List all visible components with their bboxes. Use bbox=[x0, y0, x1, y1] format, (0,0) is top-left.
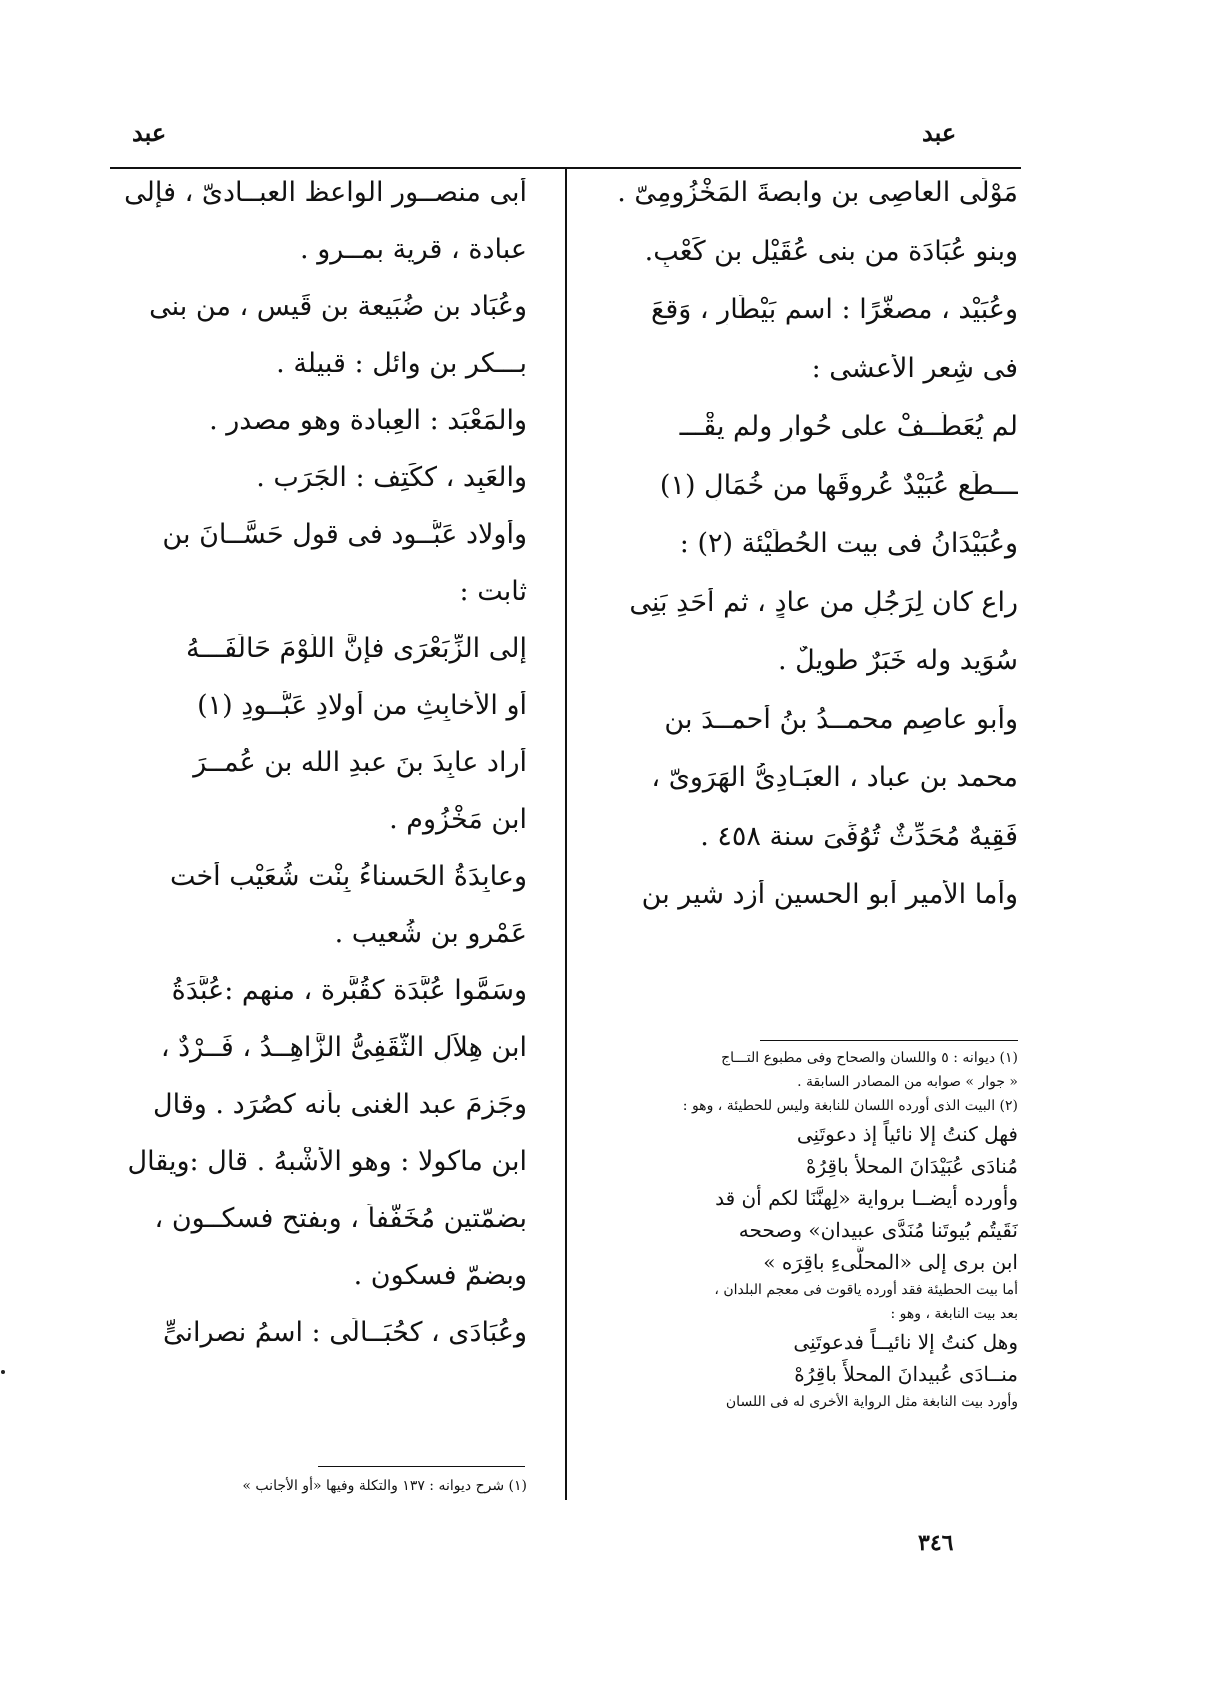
footnotes-left bbox=[140, 1474, 527, 1498]
text-line: وبضمّ فسكون . bbox=[353, 1261, 527, 1291]
footnote-line: وأورده أيضــا برواية «لِهنَّنَا لكم أن قد bbox=[715, 1186, 1018, 1210]
text-line: ابن ماكولا : وهو الأَشْبهُ . قال :ويقال bbox=[127, 1147, 527, 1177]
text-line: بـــكر بن وائل : قبيلة . bbox=[276, 349, 527, 379]
text-line: وعُبَاد بن ضُبَيعة بن قَيس ، من بنى bbox=[149, 292, 527, 322]
text-line: والمَعْبَد : العِبادة وهو مصدر . bbox=[209, 406, 527, 436]
footnote-line: (١) شرح ديوانه : ١٣٧ والتكلة وفيها «أو الأجانب » bbox=[242, 1478, 527, 1494]
footnote-line: أما بيت الحطيئة فقد أورده ياقوت فى معجم البلدان ، bbox=[714, 1282, 1018, 1298]
text-line: محمد بنِ عباد ، العبَـادِىُّ الهَرَوِىّ ، bbox=[651, 763, 1018, 793]
column-divider bbox=[565, 168, 567, 1500]
text-line: راعٍ كان لِرَجُلٍ من عادٍ ، ثم أَحَدِ بَنِى bbox=[629, 587, 1018, 618]
footnote-line: منــادَى عُبيدانَ المحلأَ باقِرُهْ bbox=[794, 1362, 1018, 1386]
text-line: وعُبَيْدَانُ فى بيت الحُطَيْئة (٢) : bbox=[679, 529, 1018, 559]
text-line: أَراد عابِدَ بنَ عبدِ الله بن عُمــرَ bbox=[193, 748, 527, 778]
text-line: ثابت : bbox=[459, 577, 527, 607]
left-column bbox=[115, 178, 527, 1375]
footnotes-right bbox=[600, 1046, 1018, 1414]
running-header-left: عبد bbox=[132, 118, 167, 147]
text-line: والعَبِد ، ككَتِف : الجَرَب . bbox=[256, 463, 527, 493]
text-line: لم يُعَطَّــفْ على حُوارٍ ولم يقْـــ bbox=[679, 412, 1018, 442]
text-line: وأما الأَمير أبو الحسين أزد شير بن bbox=[641, 880, 1018, 910]
text-line: وجَزمَ عبد الغنى بأَنه كصُرَد . وقال bbox=[153, 1090, 527, 1120]
footnote-line: نَقَيتُم بُيوتَنا مُنَدَّى عبيدان» وصححه bbox=[738, 1218, 1018, 1242]
text-line: ـــطَع عُبَيْدٌ عُروقَها من خُمَالِ (١) bbox=[659, 470, 1018, 501]
footnote-line: وأورد بيت النابغة مثل الرواية الأخرى له فى اللسان bbox=[725, 1394, 1018, 1410]
text-line: سُوَيد وله خَبَرٌ طويلٌ . bbox=[777, 646, 1018, 676]
text-line: فَقِيهٌ مُحَدِّثٌ تُوُفِّىَ سنة ٤٥٨ . bbox=[700, 821, 1018, 852]
right-column bbox=[600, 178, 1018, 939]
text-line: وأبو عاصِمٍ محمــدُ بنُ أحمــدَ بنِ bbox=[664, 704, 1018, 735]
text-line: أو الأَخابِثِ من أَولادِ عَبُّــودِ (١) bbox=[197, 691, 527, 721]
text-line: وأولاد عَبُّــود فى قول حَسَّــانَ بنِ bbox=[162, 520, 527, 550]
text-line: مَوْلَى العاصِى بنِ وابصةَ المَخْزُومِىّ . bbox=[617, 178, 1018, 208]
footnote-rule-right bbox=[760, 1040, 1018, 1041]
running-header-right: عبد bbox=[922, 118, 957, 147]
footnote-line: فهل كنتُ إلا نائياً إذ دعوتَنِى bbox=[796, 1122, 1018, 1146]
text-line: عَمْرو بن شُعيب . bbox=[334, 919, 527, 949]
page-number: ٣٤٦ bbox=[918, 1530, 954, 1556]
text-line: فى شِعرِ الأَعشى : bbox=[811, 353, 1018, 384]
footnote-line: (١) ديوانه : ٥ واللسان والصحاح وفى مطبوع التـــاج bbox=[721, 1050, 1018, 1066]
text-line: وعُبَيْد ، مصغَّرًا : اسم بَيْطَارٍ ، وَقعَ bbox=[650, 295, 1018, 325]
text-line: عبادة ، قرية بمــرو . bbox=[300, 235, 527, 265]
footnote-line: (٢) البيت الذى أورده اللسان للنابغة وليس للحطيئة ، وهو : bbox=[682, 1098, 1018, 1114]
text-line: إلى الزِّبَعْرَى فإنَّ اللُّوْمَ حَالَفَـــهُ bbox=[185, 634, 527, 664]
footnote-rule-left bbox=[318, 1466, 525, 1467]
text-line: وسَمَّوا عُبَّدَة كقُبَّرة ، منهم :عُبَّدَةُ bbox=[171, 976, 527, 1006]
text-line: ابنِ مَخْزُومٍ . bbox=[389, 805, 527, 835]
footnote-line: ابن برى إلى «المحلَّىءِ باقِرَه » bbox=[763, 1250, 1018, 1274]
text-line: وبنو عُبَادَة من بنى عُقَيْل بنِ كَعْبٍ. bbox=[644, 236, 1018, 267]
footnote-line: وهل كنتُ إلا نائيــاً فدعوتَنِى bbox=[793, 1330, 1018, 1354]
margin-mark bbox=[1, 1370, 5, 1374]
text-line: بضمّتين مُخَفَّفاً ، وبفتح فسكــون ، bbox=[154, 1204, 527, 1234]
text-line: وعابِدَةُ الحَسناءُ بِنْت شُعَيْب أُخت bbox=[169, 862, 527, 892]
text-line: أَبى منصــور الواعظ العبــادىّ ، فإلى bbox=[124, 178, 527, 208]
text-line: وعُبَادَى ، كحُبَــالَى : اسمُ نصرانىٍّ bbox=[162, 1318, 527, 1348]
footnote-line: « جوار » صوابه من المصادر السابقة . bbox=[797, 1074, 1018, 1090]
footnote-line: مُنادَى عُبَيْدَانَ المحلأ باقِرُهْ bbox=[805, 1154, 1018, 1178]
text-line: ابن هِلاَلِ الثَّقَفِىُّ الزَّاهِــدُ ، فَــرْدٌ ، bbox=[160, 1033, 527, 1063]
footnote-line: بعد بيت النابغة ، وهو : bbox=[890, 1306, 1018, 1322]
